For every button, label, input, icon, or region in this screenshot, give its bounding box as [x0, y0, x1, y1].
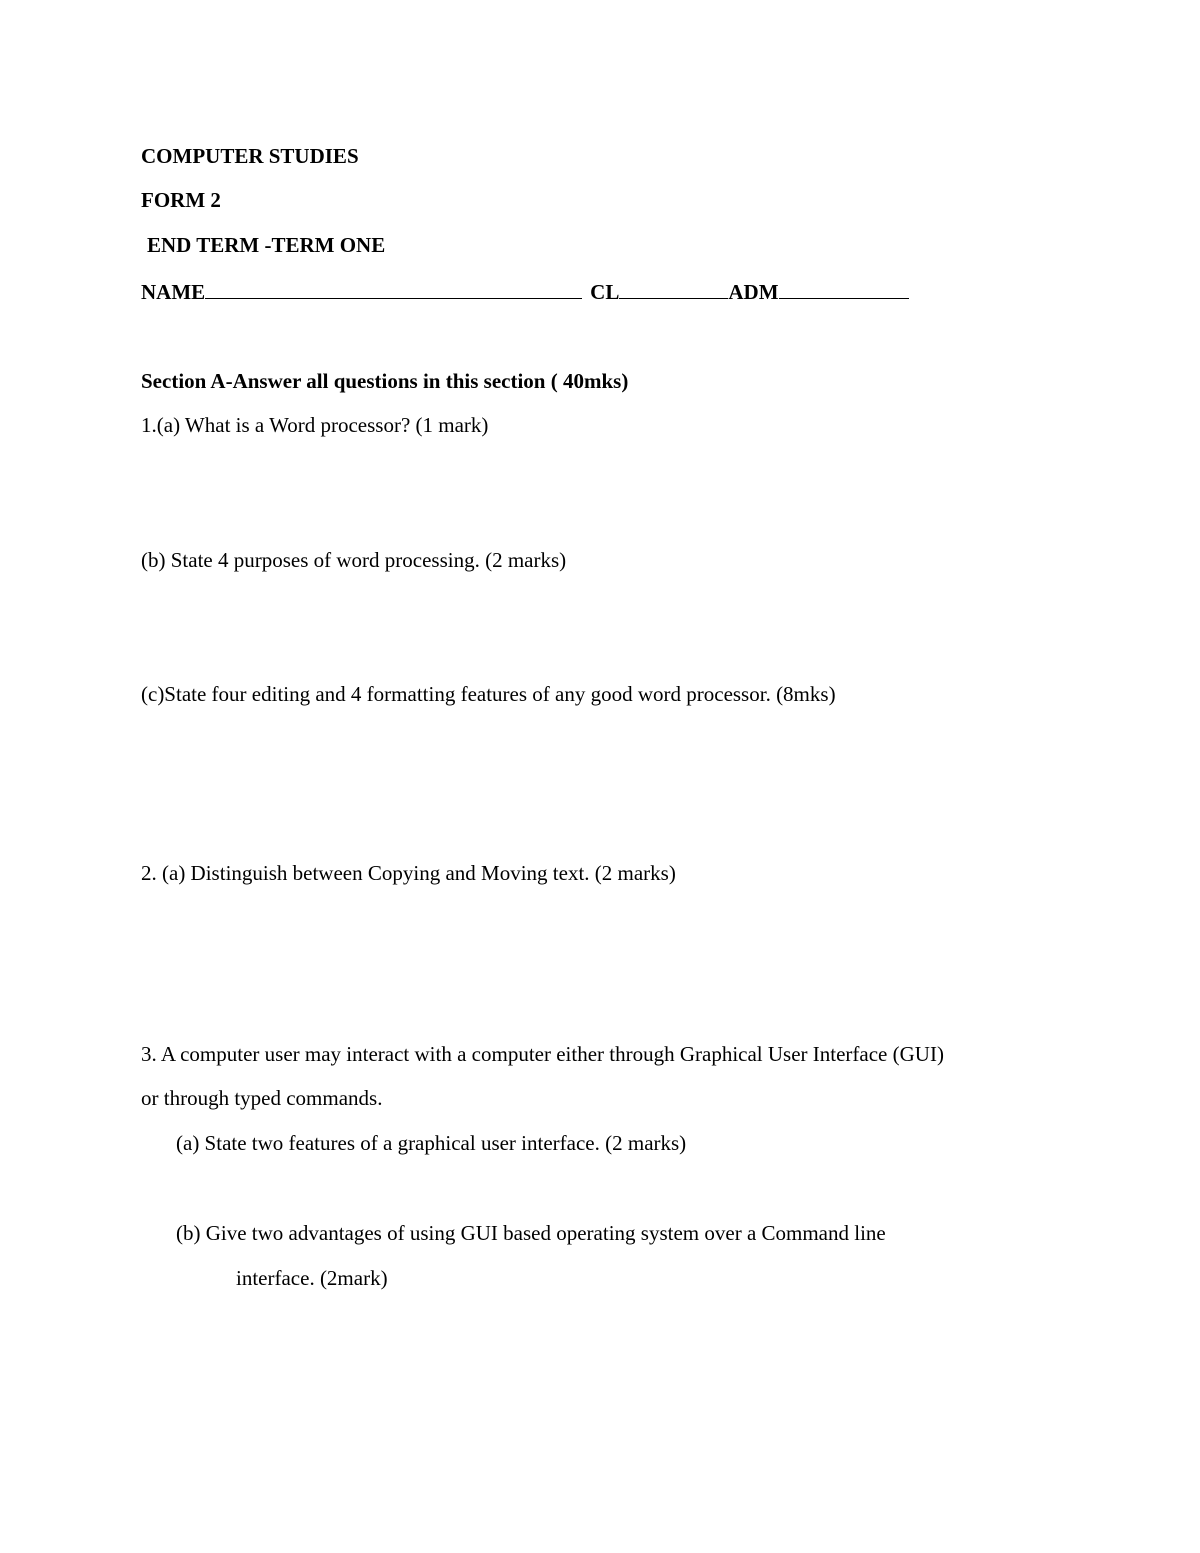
class-label: CL	[590, 280, 620, 304]
question-1a: 1.(a) What is a Word processor? (1 mark)	[141, 413, 489, 437]
adm-blank	[779, 280, 909, 299]
class-blank	[619, 280, 728, 299]
question-3b-line2: interface. (2mark)	[236, 1266, 388, 1290]
question-2a: 2. (a) Distinguish between Copying and Moving text. (2 marks)	[141, 861, 676, 885]
name-blank	[205, 280, 582, 299]
question-3-stem-line1: 3. A computer user may interact with a computer either through Graphical User Interface (GUI)	[141, 1042, 944, 1066]
question-3b-line1: (b) Give two advantages of using GUI based operating system over a Command line	[176, 1221, 886, 1245]
exam-title: END TERM -TERM ONE	[147, 233, 386, 257]
question-3a: (a) State two features of a graphical user interface. (2 marks)	[176, 1131, 687, 1155]
question-1c: (c)State four editing and 4 formatting features of any good word processor. (8mks)	[141, 682, 836, 706]
student-details-row	[141, 280, 909, 303]
subject-title: COMPUTER STUDIES	[141, 144, 359, 168]
question-3-stem-line2: or through typed commands.	[141, 1086, 383, 1110]
form-level: FORM 2	[141, 188, 221, 212]
name-label: NAME	[141, 280, 206, 304]
adm-label: ADM	[728, 280, 779, 304]
question-1b: (b) State 4 purposes of word processing. (2 marks)	[141, 548, 567, 572]
section-a-title: Section A-Answer all questions in this section ( 40mks)	[141, 369, 629, 393]
